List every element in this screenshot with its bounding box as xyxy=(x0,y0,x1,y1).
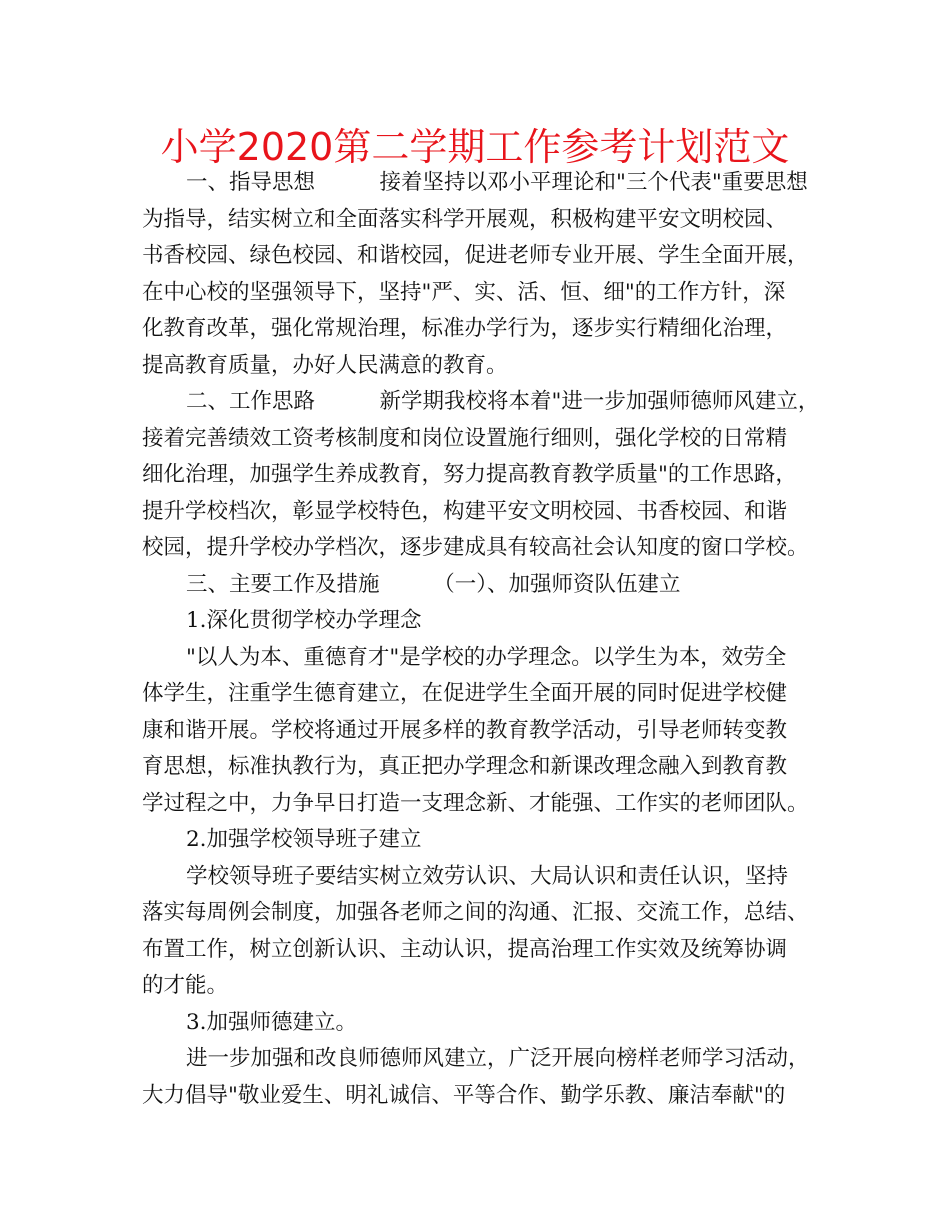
text-line: 进一步加强和改良师德师风建立，广泛开展向榜样老师学习活动， xyxy=(186,1046,810,1071)
text-line: 2.加强学校领导班子建立 xyxy=(186,827,422,852)
text-line: 校园，提升学校办学档次，逐步建成具有较高社会认知度的窗口学校。 xyxy=(142,535,809,560)
text-line: 三、主要工作及措施 （一）、加强师资队伍建立 xyxy=(186,571,681,597)
text-line: 学校领导班子要结实树立效劳认识、大局认识和责任认识，坚持 xyxy=(186,863,789,889)
text-line: 3.加强师德建立。 xyxy=(186,1009,358,1035)
text-line: 接着完善绩效工资考核制度和岗位设置施行细则，强化学校的日常精 xyxy=(142,425,788,451)
text-line: 书香校园、绿色校园、和谐校园，促进老师专业开展、学生全面开展， xyxy=(142,243,809,268)
text-line: 大力倡导"敬业爱生、明礼诚信、平等合作、勤学乐教、廉洁奉献"的 xyxy=(142,1082,786,1108)
text-line: 提高教育质量，办好人民满意的教育。 xyxy=(142,352,508,378)
document-title: 小学2020第二学期工作参考计划范文 xyxy=(160,125,790,169)
text-line: 1.深化贯彻学校办学理念 xyxy=(186,608,422,633)
document-body xyxy=(142,165,830,1114)
text-line: 在中心校的坚强领导下，坚持"严、实、活、恒、细"的工作方针，深 xyxy=(142,279,786,305)
text-line: 落实每周例会制度，加强各老师之间的沟通、汇报、交流工作，总结、 xyxy=(142,900,809,925)
text-line: 为指导，结实树立和全面落实科学开展观，积极构建平安文明校园、 xyxy=(142,206,788,232)
text-line: 康和谐开展。学校将通过开展多样的教育教学活动，引导老师转变教 xyxy=(142,717,788,743)
text-line: 体学生，注重学生德育建立，在促进学生全面开展的同时促进学校健 xyxy=(142,681,788,706)
text-line: 育思想，标准执教行为，真正把办学理念和新课改理念融入到教育教 xyxy=(142,754,788,779)
text-line: 化教育改革，强化常规治理，标准办学行为，逐步实行精细化治理， xyxy=(142,316,788,341)
text-line: 细化治理，加强学生养成教育，努力提高教育教学质量"的工作思路， xyxy=(142,462,797,487)
text-line: 一、指导思想 接着坚持以邓小平理论和"三个代表"重要思想 xyxy=(186,170,808,195)
text-line: 布置工作，树立创新认识、主动认识，提高治理工作实效及统筹协调 xyxy=(142,936,788,962)
text-line: "以人为本、重德育才"是学校的办学理念。以学生为本，效劳全 xyxy=(186,644,787,670)
text-line: 学过程之中，力争早日打造一支理念新、才能强、工作实的老师团队。 xyxy=(142,790,809,816)
text-line: 二、工作思路 新学期我校将本着"进一步加强师德师风建立， xyxy=(186,389,820,414)
text-line: 提升学校档次，彰显学校特色，构建平安文明校园、书香校园、和谐 xyxy=(142,498,788,524)
text-line: 的才能。 xyxy=(142,973,229,998)
